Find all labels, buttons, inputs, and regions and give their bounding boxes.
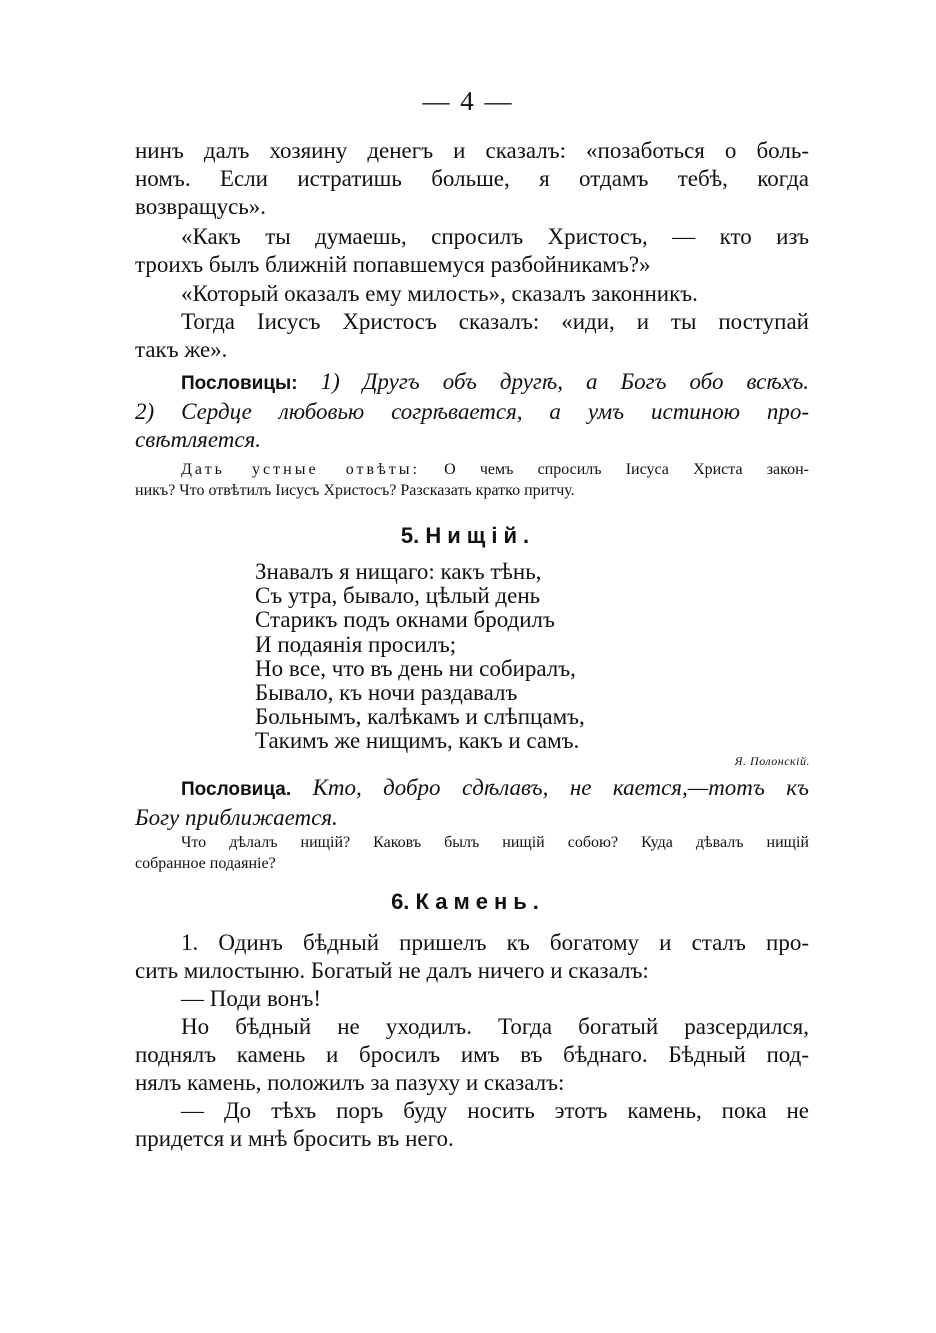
text-line xyxy=(135,368,809,398)
section-title: Камень. xyxy=(415,889,545,914)
text-line: — Поди вонъ! xyxy=(181,986,322,1011)
paragraph-continued xyxy=(135,137,809,221)
text-line: нинъ далъ хозяину денегъ и сказалъ: «позаботься о боль- xyxy=(135,138,809,163)
text-line xyxy=(135,774,809,804)
text-line: номъ. Если истратишь больше, я отдамъ тебѣ, когда xyxy=(135,166,809,191)
text-line: троихъ былъ ближній попавшемуся разбойникамъ?» xyxy=(135,252,651,277)
story-paragraph xyxy=(135,929,809,985)
poem-line: Старикъ подъ окнами бродилъ xyxy=(255,607,555,633)
questions-block xyxy=(135,459,809,501)
text-line: нялъ камень, положилъ за пазуху и сказалъ: xyxy=(135,1070,565,1095)
questions-block xyxy=(135,832,809,874)
proverb-block xyxy=(135,774,809,832)
page-number: — 4 — xyxy=(422,86,514,116)
text-line: поднялъ камень и бросилъ имъ въ бѣднаго. Бѣдный под- xyxy=(135,1042,809,1067)
text-line: 1. Одинъ бѣдный пришелъ къ богатому и сталъ про- xyxy=(181,930,809,955)
proverbs-block xyxy=(135,368,809,454)
poem-line: Такимъ же нищимъ, какъ и самъ. xyxy=(255,728,580,754)
story-paragraph xyxy=(135,1013,809,1097)
section-number: 6. xyxy=(391,889,410,914)
poem-line: Съ утра, бывало, цѣлый день xyxy=(255,583,541,609)
text-line: «Который оказалъ ему милость», сказалъ законникъ. xyxy=(181,281,698,306)
text-line: Тогда Іисусъ Христосъ сказалъ: «иди, и ты поступай xyxy=(181,309,809,334)
text-line xyxy=(135,459,809,480)
proverbs-label: Пословицы: xyxy=(181,373,298,394)
proverb-text: 2) Сердце любовью согрѣвается, а умъ истиною про- xyxy=(135,399,809,424)
story-paragraph xyxy=(135,985,809,1013)
text-line: такъ же». xyxy=(135,337,228,362)
text-line: «Какъ ты думаешь, спросилъ Христосъ, — кто изъ xyxy=(181,224,809,249)
paragraph-conclusion xyxy=(135,308,809,364)
text-line: Но бѣдный не уходилъ. Тогда богатый разсердился, xyxy=(181,1014,809,1039)
proverb-text: Кто, добро сдѣлавъ, не кается,—тотъ къ xyxy=(312,775,810,800)
section-heading xyxy=(0,889,936,915)
proverb-label: Пословица. xyxy=(181,779,292,800)
text-line: сить милостыню. Богатый не далъ ничего и сказалъ: xyxy=(135,958,649,983)
proverb-text: свѣтляется. xyxy=(135,427,262,452)
proverb-text: 1) Другъ объ другѣ, а Богъ обо всѣхъ. xyxy=(320,369,810,394)
poem-line: Но все, что въ день ни собиралъ, xyxy=(255,655,576,681)
story-paragraph xyxy=(135,1097,809,1153)
question-text: собранное подаяніе? xyxy=(135,855,276,872)
questions-label: Дать устные отвѣты: xyxy=(181,461,420,478)
proverb-text: Богу приближается. xyxy=(135,805,338,830)
paragraph-question xyxy=(135,223,809,279)
poem-line: Больнымъ, калѣкамъ и слѣпцамъ, xyxy=(255,704,585,730)
section-number: 5. xyxy=(400,523,420,548)
text-line: — До тѣхъ поръ буду носить этотъ камень, пока не xyxy=(181,1098,809,1123)
poem-line: Бывало, къ ночи раздавалъ xyxy=(255,680,518,706)
section-heading xyxy=(0,523,936,549)
poem-line: И подаянія просилъ; xyxy=(255,631,457,657)
question-text: никъ? Что отвѣтилъ Іисусъ Христосъ? Разсказать кратко притчу. xyxy=(135,482,575,499)
paragraph-answer xyxy=(135,280,809,308)
poem xyxy=(255,560,675,754)
poem-author: Я. Полонскій. xyxy=(734,754,810,768)
poem-line: Знавалъ я нищаго: какъ тѣнь, xyxy=(255,559,542,584)
question-text: Что дѣлалъ нищій? Каковъ былъ нищій собою? Куда дѣвалъ нищій xyxy=(181,834,809,851)
text-line: возвращусь». xyxy=(135,194,267,219)
section-title: Нищій. xyxy=(425,523,536,548)
question-text: О чемъ спросилъ Іисуса Христа закон- xyxy=(444,461,810,478)
text-line: придется и мнѣ бросить въ него. xyxy=(135,1126,454,1151)
